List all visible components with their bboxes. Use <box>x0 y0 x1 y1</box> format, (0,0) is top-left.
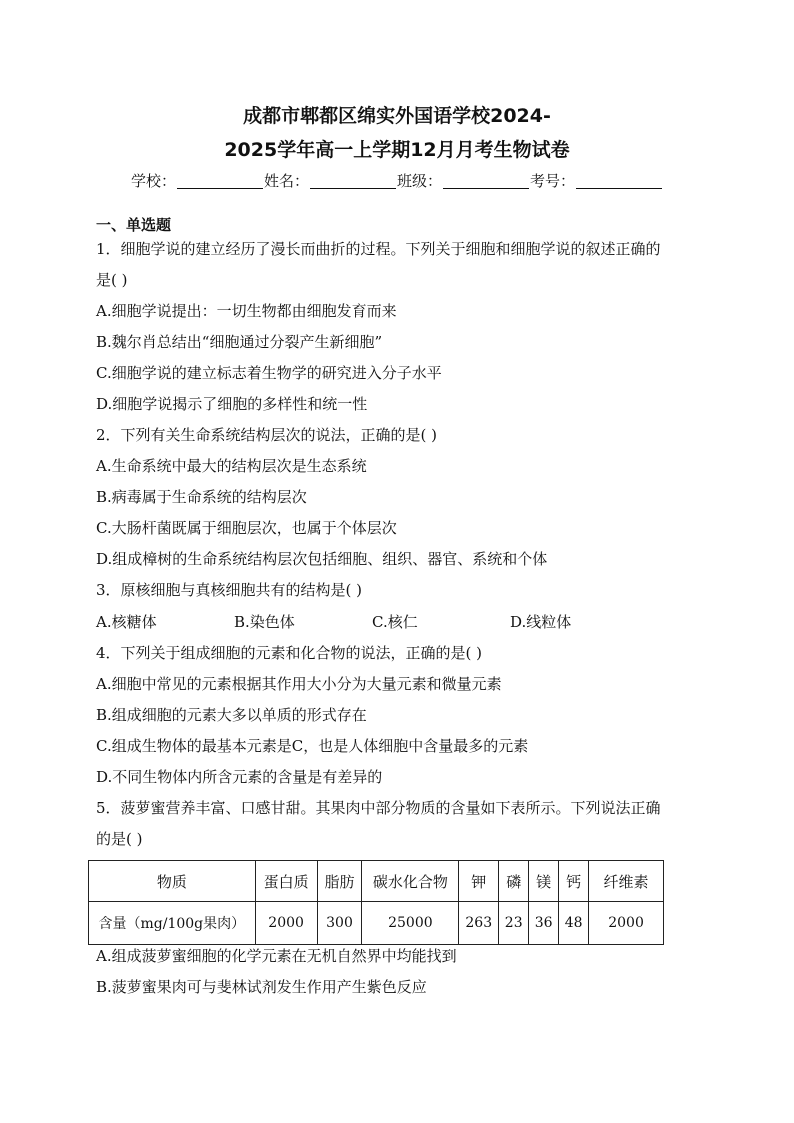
table-header-cell: 钙 <box>559 861 589 902</box>
q4-stem: 4．下列关于组成细胞的元素和化合物的说法，正确的是( ) <box>96 644 483 662</box>
name-label: 姓名： <box>263 172 309 190</box>
class-blank[interactable] <box>443 174 529 189</box>
exam-no-label: 考号： <box>530 172 576 190</box>
table-cell: 25000 <box>362 902 459 945</box>
q2-option-a: A.生命系统中最大的结构层次是生态系统 <box>96 457 367 475</box>
table-cell: 300 <box>317 902 362 945</box>
exam-title-line2: 2025学年高一上学期12月月考生物试卷 <box>224 139 570 161</box>
exam-no-blank[interactable] <box>576 174 662 189</box>
table-cell: 36 <box>529 902 559 945</box>
table-cell: 263 <box>459 902 499 945</box>
q5-option-b: B.菠萝蜜果肉可与斐林试剂发生作用产生紫色反应 <box>96 978 427 996</box>
q2-option-b: B.病毒属于生命系统的结构层次 <box>96 488 307 506</box>
q2-stem: 2．下列有关生命系统结构层次的说法，正确的是( ) <box>96 426 438 444</box>
q2-option-d: D.组成樟树的生命系统结构层次包括细胞、组织、器官、系统和个体 <box>96 550 548 568</box>
q5-stem: 5．菠萝蜜营养丰富、口感甘甜。其果肉中部分物质的含量如下表所示。下列说法正确 <box>96 799 661 817</box>
q4-option-a: A.细胞中常见的元素根据其作用大小分为大量元素和微量元素 <box>96 675 502 693</box>
class-label: 班级： <box>397 172 443 190</box>
q4-option-c: C.组成生物体的最基本元素是C，也是人体细胞中含量最多的元素 <box>96 737 529 755</box>
q3-option-d: D.线粒体 <box>510 613 572 631</box>
table-header-cell: 脂肪 <box>317 861 362 902</box>
q5-option-a: A.组成菠萝蜜细胞的化学元素在无机自然界中均能找到 <box>96 947 457 965</box>
section-heading-single-choice: 一、单选题 <box>96 216 172 234</box>
table-row <box>89 902 664 945</box>
student-info-row <box>0 171 794 191</box>
q1-option-d: D.细胞学说揭示了细胞的多样性和统一性 <box>96 395 368 413</box>
q1-option-b: B.魏尔肖总结出“细胞通过分裂产生新细胞” <box>96 333 383 351</box>
q1-option-c: C.细胞学说的建立标志着生物学的研究进入分子水平 <box>96 364 442 382</box>
table-cell: 48 <box>559 902 589 945</box>
table-header-cell: 物质 <box>89 861 256 902</box>
exam-title-line1: 成都市郫都区绵实外国语学校2024- <box>243 105 551 127</box>
nutrient-table <box>88 860 664 945</box>
table-header-cell: 镁 <box>529 861 559 902</box>
school-label: 学校： <box>130 172 176 190</box>
table-header-cell: 磷 <box>499 861 529 902</box>
q1-option-a: A.细胞学说提出：一切生物都由细胞发育而来 <box>96 302 397 320</box>
table-cell: 23 <box>499 902 529 945</box>
q4-option-d: D.不同生物体内所含元素的含量是有差异的 <box>96 768 383 786</box>
q3-option-a: A.核糖体 <box>96 613 157 631</box>
q3-stem: 3．原核细胞与真核细胞共有的结构是( ) <box>96 581 363 599</box>
q3-option-c: C.核仁 <box>372 613 418 631</box>
table-cell: 含量（mg/100g果肉） <box>89 902 256 945</box>
table-cell: 2000 <box>589 902 664 945</box>
q4-option-b: B.组成细胞的元素大多以单质的形式存在 <box>96 706 367 724</box>
table-header-row <box>89 861 664 902</box>
table-header-cell: 钾 <box>459 861 499 902</box>
q3-option-b: B.染色体 <box>234 613 295 631</box>
name-blank[interactable] <box>310 174 396 189</box>
table-cell: 2000 <box>255 902 317 945</box>
q2-option-c: C.大肠杆菌既属于细胞层次，也属于个体层次 <box>96 519 397 537</box>
table-header-cell: 纤维素 <box>589 861 664 902</box>
q1-stem-cont: 是( ) <box>96 271 128 289</box>
table-header-cell: 碳水化合物 <box>362 861 459 902</box>
school-blank[interactable] <box>177 174 263 189</box>
table-header-cell: 蛋白质 <box>255 861 317 902</box>
q5-stem-cont: 的是( ) <box>96 830 143 848</box>
q1-stem: 1．细胞学说的建立经历了漫长而曲折的过程。下列关于细胞和细胞学说的叙述正确的 <box>96 240 661 258</box>
